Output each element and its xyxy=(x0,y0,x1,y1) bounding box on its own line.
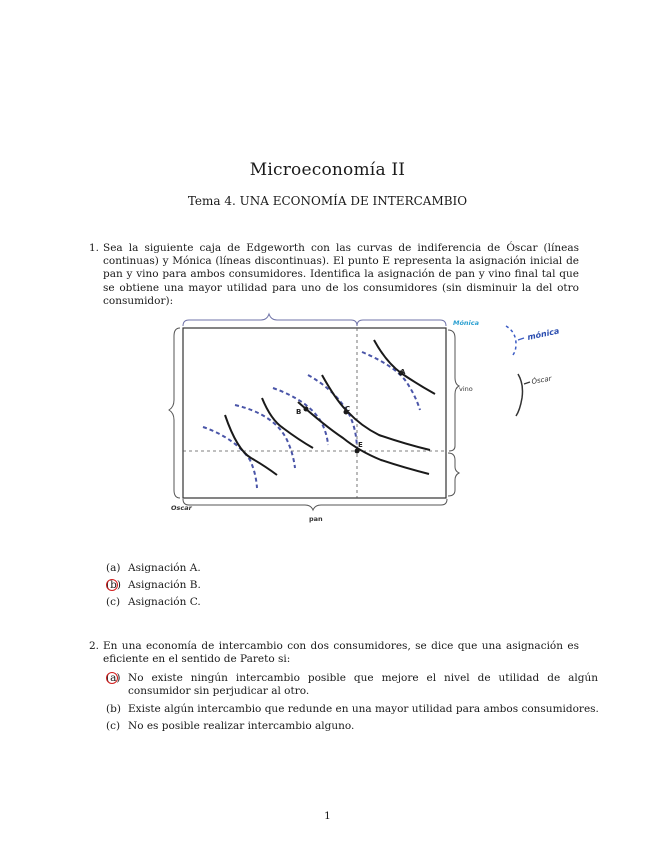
q2-option-c-label: (c) xyxy=(106,720,121,732)
pan-label: pan xyxy=(309,515,323,523)
question-1-text: Sea la siguiente caja de Edgeworth con las curvas de indiferencia de Óscar (líneas continuas) y Mónica (líneas discontinuas). El punto E representa la asignación inicial de pan y vino para ambos consumidores. Identifica la asignación de pan y vino final tal que se obtiene una mayor utilidad para uno de los consumidores (sin disminuir la del otro consumidor): xyxy=(103,242,579,307)
q1-option-a-label: (a) xyxy=(106,562,121,574)
oscar-label: Oscar xyxy=(171,504,192,512)
monica-label: Mónica xyxy=(453,319,480,327)
brace-bottom xyxy=(183,499,447,510)
vino-label: vino xyxy=(459,385,473,393)
brace-top-right xyxy=(357,320,446,326)
brace-right-bottom xyxy=(448,453,459,496)
legend-oscar-arrow xyxy=(516,374,523,416)
q2-option-b-label: (b) xyxy=(106,703,121,715)
point-b-label: B xyxy=(296,408,302,416)
question-2-text: En una economía de intercambio con dos consumidores, se dice que una asignación es eficiente en el sentido de Pareto si: xyxy=(103,640,579,666)
diagram-legend xyxy=(498,322,564,422)
legend-monica-arrow xyxy=(506,326,516,356)
brace-right-top xyxy=(448,330,459,451)
q2-option-c[interactable] xyxy=(106,720,354,733)
q2-option-b[interactable] xyxy=(106,703,599,716)
page-number: 1 xyxy=(324,810,331,822)
legend-oscar-text: Óscar xyxy=(530,374,553,386)
q1-option-b-label: (b) xyxy=(106,579,121,591)
question-2-number: 2. xyxy=(89,640,100,652)
q1-option-c-label: (c) xyxy=(106,596,121,608)
q2-option-b-text: Existe algún intercambio que redunde en una mayor utilidad para ambos consumidores. xyxy=(128,703,599,715)
legend-monica-text: mónica xyxy=(526,326,561,342)
question-1-number: 1. xyxy=(89,242,100,254)
page-title: Microeconomía II xyxy=(249,160,406,180)
q1-option-a-text: Asignación A. xyxy=(128,562,201,574)
q1-option-b-text: Asignación B. xyxy=(128,579,201,591)
q1-selected-marker xyxy=(106,579,118,591)
oscar-curve-3 xyxy=(298,402,429,474)
point-b xyxy=(304,407,309,412)
q2-option-c-text: No es posible realizar intercambio alguno. xyxy=(128,720,355,732)
page-subtitle: Tema 4. UNA ECONOMÍA DE INTERCAMBIO xyxy=(187,194,468,208)
q2-option-a[interactable] xyxy=(106,672,598,698)
q1-option-b[interactable] xyxy=(106,579,201,592)
monica-curve-2 xyxy=(235,405,295,468)
point-c-label: C xyxy=(345,405,351,413)
point-e-label: E xyxy=(358,441,363,449)
point-e xyxy=(355,449,360,454)
q2-option-a-text: No existe ningún intercambio posible que mejore el nivel de utilidad de algún consumidor sin perjudicar al otro. xyxy=(128,672,598,697)
q2-option-a-label: (a) xyxy=(106,672,121,684)
point-a-label: A xyxy=(400,368,406,376)
q1-option-c[interactable] xyxy=(106,596,201,609)
q1-option-a[interactable] xyxy=(106,562,201,575)
brace-left xyxy=(169,328,180,498)
box-frame xyxy=(183,328,446,498)
q2-selected-marker xyxy=(106,672,118,684)
brace-top xyxy=(183,314,357,326)
q1-option-c-text: Asignación C. xyxy=(128,596,201,608)
oscar-curve-5 xyxy=(374,340,435,394)
monica-curve-3 xyxy=(273,388,328,445)
oscar-curve-1 xyxy=(225,415,277,475)
oscar-curve-4 xyxy=(322,375,430,450)
